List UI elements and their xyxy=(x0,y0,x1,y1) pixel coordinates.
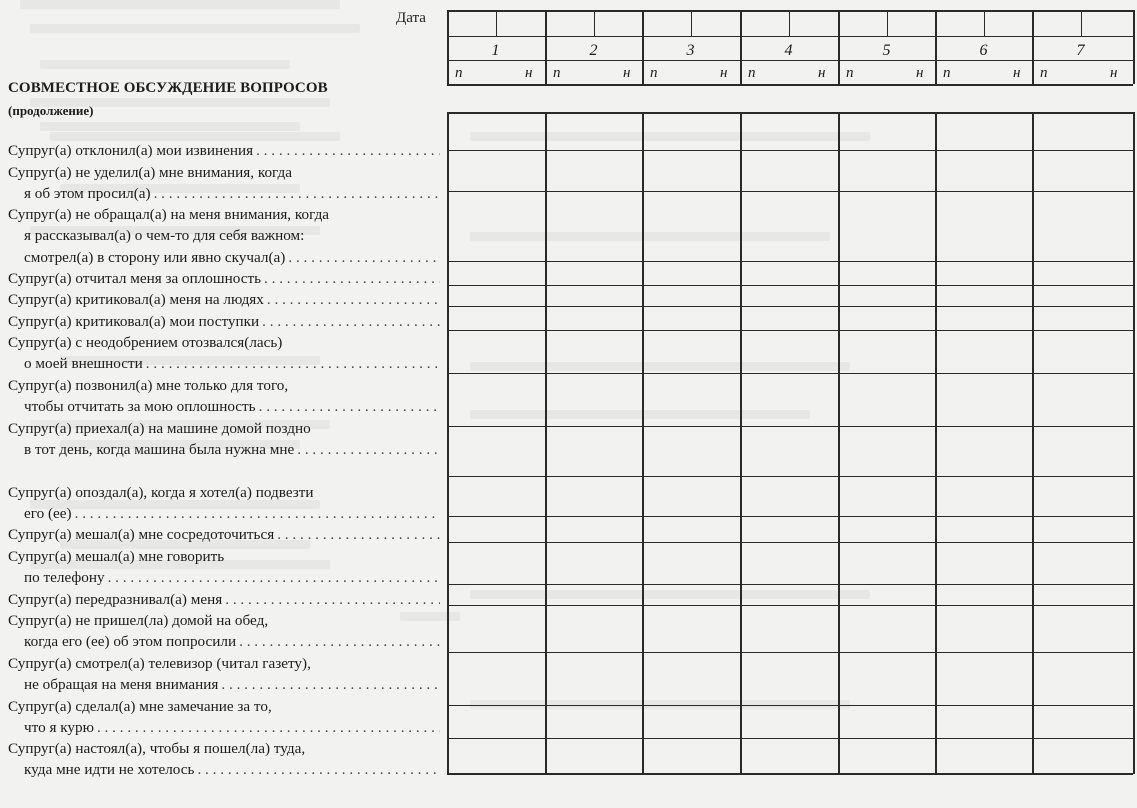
leader-dots xyxy=(197,759,440,780)
question-text: Супруг(а) с неодобрением отозвался(лась) xyxy=(8,334,283,351)
grid-sub-line xyxy=(594,10,595,36)
question-item xyxy=(8,696,440,739)
question-text: смотрел(а) в сторону или явно скучал(а) xyxy=(24,248,286,266)
grid-col-line xyxy=(740,112,742,774)
leader-dots xyxy=(262,311,440,332)
grid-col-line xyxy=(1032,112,1034,774)
grid-row-line xyxy=(447,261,1133,262)
question-item xyxy=(8,332,440,375)
grid-row-line xyxy=(447,330,1133,331)
grid-col-line xyxy=(545,112,547,774)
leader-dots xyxy=(146,353,440,374)
grid-row-line xyxy=(447,476,1133,477)
question-text: Супруг(а) сделал(а) мне замечание за то, xyxy=(8,698,272,715)
grid-col-line xyxy=(1032,10,1034,84)
grid-row-line xyxy=(447,36,1133,37)
leader-dots xyxy=(75,503,440,524)
grid-col-line xyxy=(447,112,449,774)
question-text: Супруг(а) не уделил(а) мне внимания, когда xyxy=(8,164,292,181)
col-label-n: н xyxy=(818,65,826,81)
grid-col-line xyxy=(935,112,937,774)
question-text: не обращая на меня внимания xyxy=(24,676,219,694)
leader-dots xyxy=(267,289,440,310)
question-item xyxy=(8,589,440,610)
date-label: Дата xyxy=(396,10,426,26)
leader-dots xyxy=(108,567,440,588)
question-text: по телефону xyxy=(24,569,105,587)
day-number: 5 xyxy=(882,42,891,59)
col-label-p: п xyxy=(846,65,854,81)
grid-row-line xyxy=(447,773,1133,775)
question-text: Супруг(а) опоздал(а), когда я хотел(а) подвезти xyxy=(8,484,314,501)
col-label-p: п xyxy=(1040,65,1048,81)
col-label-p: п xyxy=(553,65,561,81)
grid-row-line xyxy=(447,605,1133,606)
question-text: куда мне идти не хотелось xyxy=(24,761,195,779)
grid-row-line xyxy=(447,60,1133,61)
question-text: Супруг(а) не обращал(а) на меня внимания, когда xyxy=(8,206,330,223)
question-item xyxy=(8,610,440,653)
grid-sub-line xyxy=(887,10,888,36)
leader-dots xyxy=(297,439,440,460)
grid-row-line xyxy=(447,150,1133,151)
section-subtitle: (продолжение) xyxy=(8,103,94,118)
leader-dots xyxy=(221,674,440,695)
question-text: когда его (ее) об этом попросили xyxy=(24,633,237,651)
col-label-n: н xyxy=(1013,65,1021,81)
grid-row-line xyxy=(447,652,1133,653)
grid-sub-line xyxy=(789,10,790,36)
grid-row-line xyxy=(447,705,1133,706)
col-label-n: н xyxy=(1110,65,1118,81)
section-title: СОВМЕСТНОЕ ОБСУЖДЕНИЕ ВОПРОСОВ xyxy=(8,80,328,96)
grid-row-line xyxy=(447,10,1133,12)
day-number: 7 xyxy=(1076,42,1085,59)
grid-col-line xyxy=(740,10,742,84)
question-text: в тот день, когда машина была нужна мне xyxy=(24,441,295,459)
question-text: Супруг(а) критиковал(а) меня на людях xyxy=(8,291,264,308)
col-label-n: н xyxy=(623,65,631,81)
col-label-p: п xyxy=(650,65,658,81)
grid-row-line xyxy=(447,426,1133,427)
question-text: я рассказывал(а) о чем-то для себя важном: xyxy=(24,227,305,245)
question-text: Супруг(а) отчитал меня за оплошность xyxy=(8,270,262,287)
question-text: Супруг(а) настоял(а), чтобы я пошел(ла) туда, xyxy=(8,740,306,757)
day-number: 3 xyxy=(686,42,695,59)
question-text: Супруг(а) мешал(а) мне говорить xyxy=(8,548,225,565)
grid-sub-line xyxy=(496,10,497,36)
grid-row-line xyxy=(447,191,1133,192)
grid-row-line xyxy=(447,306,1133,307)
leader-dots xyxy=(288,247,440,268)
question-item xyxy=(8,375,440,418)
grid-sub-line xyxy=(691,10,692,36)
grid-col-line xyxy=(1133,112,1135,774)
leader-dots xyxy=(97,717,440,738)
question-text: Супруг(а) приехал(а) на машине домой поздно xyxy=(8,420,311,437)
leader-dots xyxy=(225,589,440,610)
col-label-p: п xyxy=(455,65,463,81)
leader-dots xyxy=(154,183,440,204)
col-label-p: п xyxy=(943,65,951,81)
question-item xyxy=(8,289,440,310)
question-item xyxy=(8,311,440,332)
grid-col-line xyxy=(838,112,840,774)
grid-sub-line xyxy=(1081,10,1082,36)
leader-dots xyxy=(259,396,440,417)
grid-col-line xyxy=(642,112,644,774)
question-item xyxy=(8,546,440,589)
day-number: 1 xyxy=(491,42,500,59)
question-text: Супруг(а) не пришел(ла) домой на обед, xyxy=(8,612,269,629)
question-item xyxy=(8,268,440,289)
grid-col-line xyxy=(838,10,840,84)
grid-col-line xyxy=(1133,10,1135,84)
col-label-p: п xyxy=(748,65,756,81)
question-text: Супруг(а) мешал(а) мне сосредоточиться xyxy=(8,526,275,543)
question-text: его (ее) xyxy=(24,505,72,523)
question-text: Супруг(а) критиковал(а) мои поступки xyxy=(8,313,260,330)
leader-dots xyxy=(277,524,440,545)
question-text: Супруг(а) отклонил(а) мои извинения xyxy=(8,142,254,159)
grid-row-line xyxy=(447,542,1133,543)
question-text: что я курю xyxy=(24,719,94,737)
leader-dots xyxy=(264,268,440,289)
grid-col-line xyxy=(545,10,547,84)
grid-row-line xyxy=(447,516,1133,517)
question-text: о моей внешности xyxy=(24,355,143,373)
question-item xyxy=(8,140,440,161)
grid-row-line xyxy=(447,738,1133,739)
question-text: Супруг(а) передразнивал(а) меня xyxy=(8,591,223,608)
col-label-n: н xyxy=(916,65,924,81)
question-item xyxy=(8,524,440,545)
question-text: я об этом просил(а) xyxy=(24,185,151,203)
col-label-n: н xyxy=(525,65,533,81)
leader-dots xyxy=(256,140,440,161)
question-item xyxy=(8,204,440,268)
grid-row-line xyxy=(447,584,1133,585)
question-item xyxy=(8,162,440,205)
day-number: 2 xyxy=(589,42,598,59)
grid-row-line xyxy=(447,285,1133,286)
col-label-n: н xyxy=(720,65,728,81)
question-item xyxy=(8,482,440,525)
grid-row-line xyxy=(447,84,1133,86)
question-text: чтобы отчитать за мою оплошность xyxy=(24,398,256,416)
day-number: 4 xyxy=(784,42,793,59)
question-text: Супруг(а) смотрел(а) телевизор (читал газету), xyxy=(8,655,311,672)
question-item xyxy=(8,738,440,781)
grid-row-line xyxy=(447,373,1133,374)
question-item xyxy=(8,653,440,696)
grid-col-line xyxy=(935,10,937,84)
grid-col-line xyxy=(642,10,644,84)
grid-sub-line xyxy=(984,10,985,36)
leader-dots xyxy=(239,631,440,652)
question-text: Супруг(а) позвонил(а) мне только для того, xyxy=(8,377,289,394)
day-number: 6 xyxy=(979,42,988,59)
grid-row-line xyxy=(447,112,1133,114)
grid-col-line xyxy=(447,10,449,84)
question-item xyxy=(8,418,440,461)
